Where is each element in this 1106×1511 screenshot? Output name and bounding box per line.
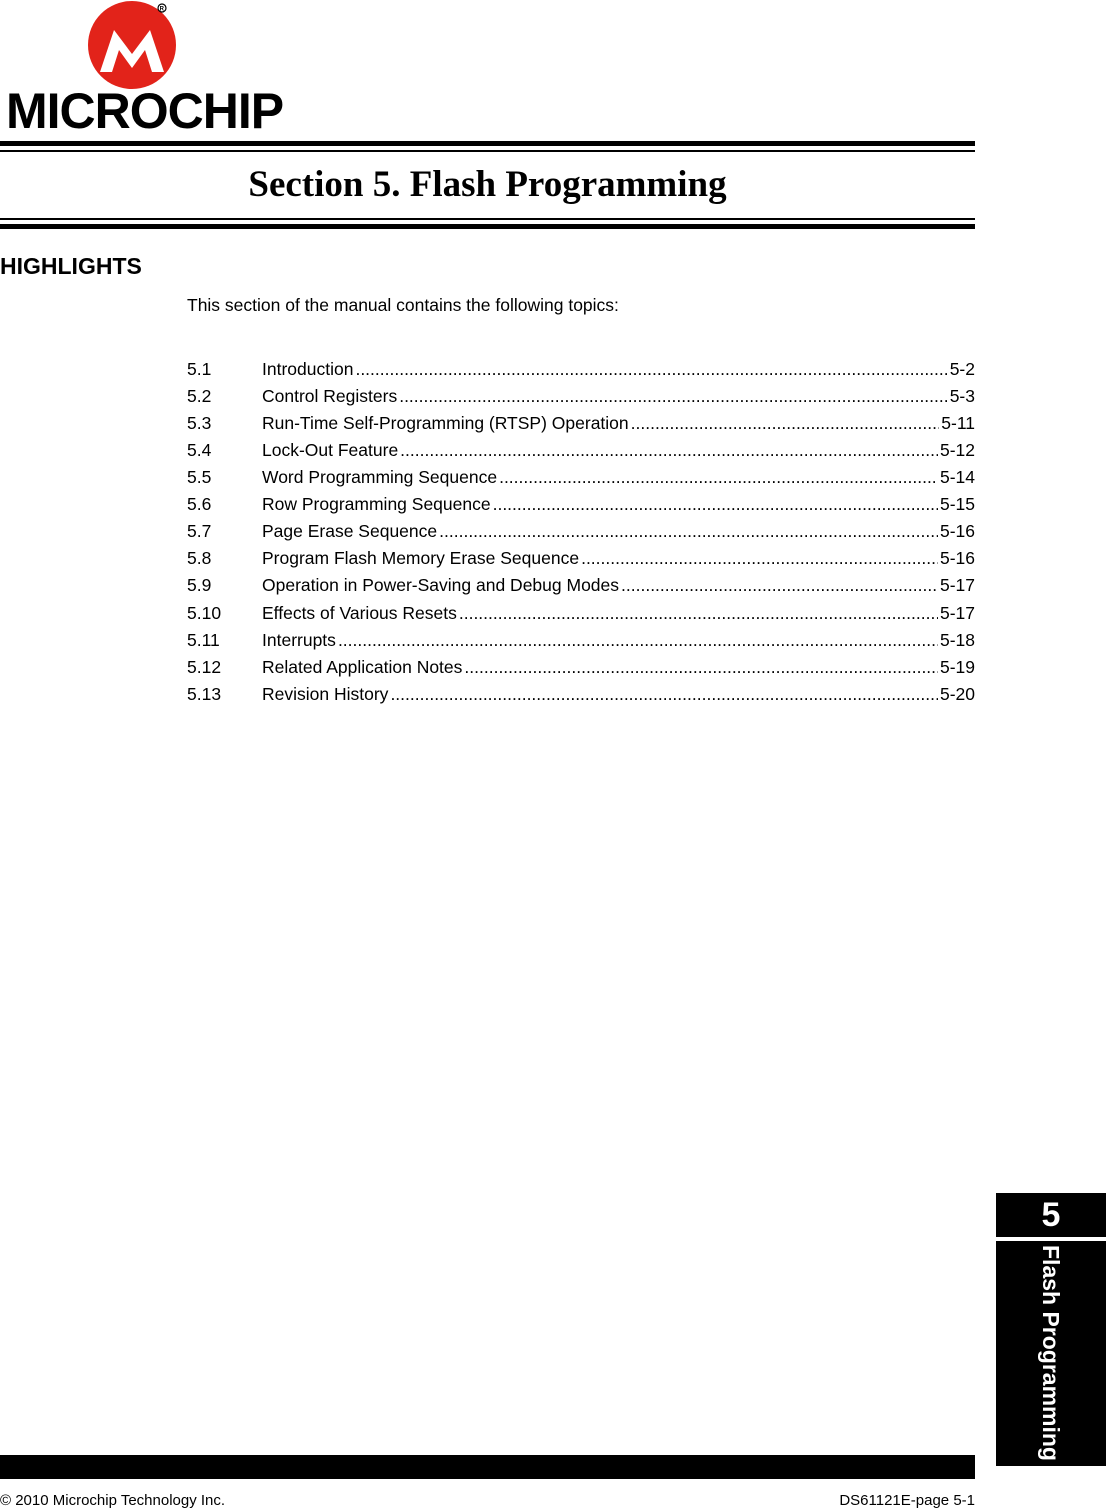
toc-page-number: 5-17 <box>939 575 975 595</box>
toc-number: 5.12 <box>187 657 222 677</box>
toc-leader-dots <box>621 573 938 597</box>
toc-title: Lock-Out Feature <box>262 440 399 460</box>
toc-entry[interactable] <box>187 492 975 516</box>
toc-leader-dots <box>400 438 938 462</box>
toc-leader-dots <box>355 357 947 381</box>
toc-leader-dots <box>459 601 938 625</box>
toc-leader-dots <box>493 492 938 516</box>
toc-entry[interactable] <box>187 655 975 679</box>
bottom-rule-thick <box>0 224 975 229</box>
toc-entry[interactable] <box>187 438 975 462</box>
toc-title: Introduction <box>262 359 354 379</box>
toc-entry[interactable] <box>187 628 975 652</box>
toc-number: 5.10 <box>187 603 222 623</box>
toc-leader-dots <box>581 546 938 570</box>
toc-entry[interactable] <box>187 384 975 408</box>
toc-title: Operation in Power-Saving and Debug Modes <box>262 575 620 595</box>
toc-leader-dots <box>338 628 938 652</box>
highlights-heading: HIGHLIGHTS <box>0 253 142 279</box>
toc-page-number: 5-19 <box>939 657 975 677</box>
toc-entry[interactable] <box>187 465 975 489</box>
toc-number: 5.5 <box>187 467 212 487</box>
footer-bar <box>0 1455 975 1479</box>
toc-page-number: 5-18 <box>939 630 975 650</box>
toc-leader-dots <box>439 519 938 543</box>
toc-number: 5.11 <box>187 630 220 650</box>
footer-copyright: © 2010 Microchip Technology Inc. <box>0 1492 226 1509</box>
top-rule-thin <box>0 150 975 152</box>
toc-title: Interrupts <box>262 630 336 650</box>
toc-page-number: 5-17 <box>939 603 975 623</box>
section-tab <box>996 1241 1106 1466</box>
toc-leader-dots <box>390 682 938 706</box>
toc-entry[interactable] <box>187 519 975 543</box>
top-rule-thick <box>0 141 975 146</box>
toc-leader-dots <box>464 655 938 679</box>
microchip-logo-icon <box>2 0 262 90</box>
toc-number: 5.7 <box>187 521 212 541</box>
toc-page-number: 5-15 <box>939 494 975 514</box>
toc-number: 5.8 <box>187 548 212 568</box>
highlights-intro: This section of the manual contains the following topics: <box>187 295 619 315</box>
toc-leader-dots <box>499 465 938 489</box>
bottom-rule-thin <box>0 218 975 220</box>
toc-page-number: 5-2 <box>949 359 975 379</box>
toc-page-number: 5-3 <box>949 386 975 406</box>
toc-title: Control Registers <box>262 386 398 406</box>
toc-entry[interactable] <box>187 601 975 625</box>
toc-page-number: 5-11 <box>941 413 975 433</box>
toc-title: Related Application Notes <box>262 657 463 677</box>
toc-entry[interactable] <box>187 682 975 706</box>
toc-entry[interactable] <box>187 573 975 597</box>
toc-title: Effects of Various Resets <box>262 603 457 623</box>
toc-title: Word Programming Sequence <box>262 467 498 487</box>
toc-leader-dots <box>399 384 948 408</box>
toc-number: 5.1 <box>187 359 212 379</box>
toc-page-number: 5-12 <box>939 440 975 460</box>
toc-number: 5.9 <box>187 575 212 595</box>
toc-title: Revision History <box>262 684 389 704</box>
toc-title: Row Programming Sequence <box>262 494 491 514</box>
toc-title: Run-Time Self-Programming (RTSP) Operation <box>262 413 629 433</box>
toc-page-number: 5-20 <box>939 684 975 704</box>
toc-number: 5.2 <box>187 386 212 406</box>
toc-entry[interactable] <box>187 546 975 570</box>
toc-page-number: 5-14 <box>939 467 975 487</box>
toc-page-number: 5-16 <box>939 521 975 541</box>
toc-number: 5.4 <box>187 440 212 460</box>
section-tab-number: 5 <box>996 1193 1106 1237</box>
toc-number: 5.13 <box>187 684 222 704</box>
toc-title: Page Erase Sequence <box>262 521 438 541</box>
page-title: Section 5. Flash Programming <box>248 164 727 205</box>
microchip-logo <box>2 0 284 139</box>
toc-number: 5.6 <box>187 494 212 514</box>
toc-page-number: 5-16 <box>939 548 975 568</box>
section-tab-label: Flash Programming <box>1038 1245 1064 1461</box>
toc-number: 5.3 <box>187 413 212 433</box>
svg-text:R: R <box>159 6 164 13</box>
logo-wordmark: MICROCHIP <box>6 83 284 139</box>
toc-entry[interactable] <box>187 411 975 435</box>
footer-page-ref: DS61121E-page 5-1 <box>839 1492 975 1509</box>
toc-title: Program Flash Memory Erase Sequence <box>262 548 580 568</box>
toc-leader-dots <box>631 411 940 435</box>
toc-entry[interactable] <box>187 357 975 381</box>
